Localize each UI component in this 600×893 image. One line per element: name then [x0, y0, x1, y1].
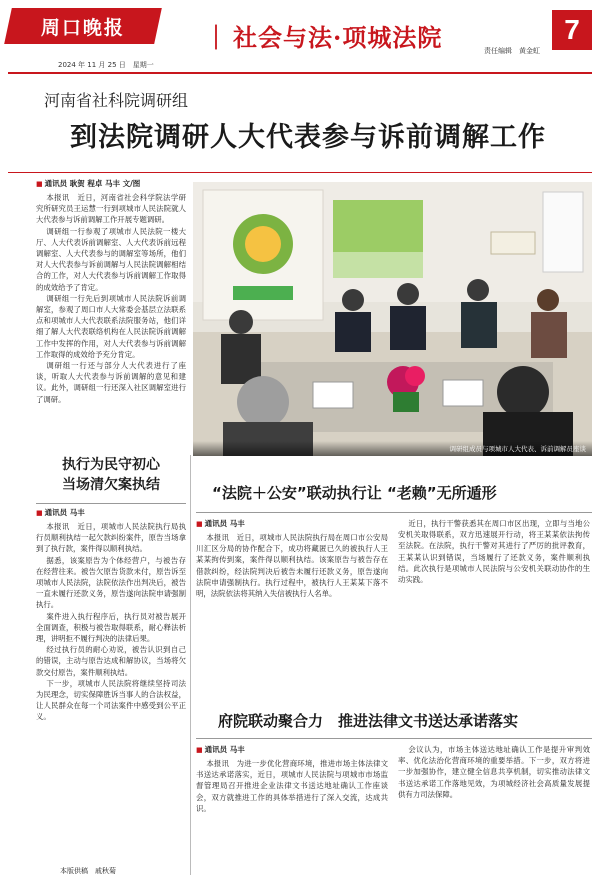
meeting-photo-illustration: [193, 182, 592, 456]
left-paragraph: 下一步，项城市人民法院将继续坚持司法为民理念，切实保障胜诉当事人的合法权益，让人民群众在每一个司法案件中感受到公平正义。: [36, 678, 186, 722]
right-bottom-col1: [196, 744, 388, 876]
right-bottom-rule: [196, 738, 592, 739]
right-top-headline: “法院＋公安”联动执行让 “老赖”无所遁形: [212, 484, 497, 502]
editor-credit: 责任编辑 黄金虹: [484, 47, 540, 55]
masthead: [0, 0, 600, 78]
right-top-col2: [398, 518, 590, 678]
right-bottom-col2: [398, 744, 590, 876]
right-top-paragraph: 近日，执行干警获悉其在周口市区出现，立即与当地公安机关取得联系，双方迅速展开行动，将王某某依法拘传至法院。在法院，执行干警对其进行了严厉的批评教育，王某某认识到错误，当场履行了还款义务，案件顺利执结。此次执行是项城市人民法院与公安机关联动协作的生动实践。: [398, 519, 590, 585]
left-paragraph: 案件进入执行程序后，执行员对被告展开全面调查，积极与被告取得联系，耐心释法析理，讲明拒不履行判决的法律后果。: [36, 611, 186, 644]
right-bottom-headline: 府院联动聚合力 推进法律文书送达承诺落实: [218, 712, 519, 730]
contributor-credit: 本版供稿 戚秋菊: [60, 867, 116, 875]
lead-paragraph: 调研组一行参观了项城市人民法院一楼大厅、人大代表诉前调解室、人大代表诉前远程调解室、人大代表参与的调解室等场所，他们对人大代表参与诉前调解与人民法院调解相结合的工作，对人大代表参与诉前调解工作取得的成效给予了肯定。: [36, 226, 186, 292]
left-article-headline: 执行为民守初心 当场清欠案执结: [62, 457, 160, 493]
issue-date: 2024 年 11 月 25 日 星期一: [58, 61, 154, 69]
right-top-byline: ■ 通讯员 马丰: [196, 518, 388, 529]
lead-paragraph: 调研组一行先后到项城市人民法院诉前调解室，参观了周口市人大常委会基层立法联系点和项城市人大代表联系法院服务站，他们详细了解人大代表联络机构在人民法院诉前调解工作中发挥的作用，对人大代表参与诉前调解工作取得的成效给予充分肯定。: [36, 293, 186, 359]
left-article-rule: [36, 503, 186, 504]
left-paragraph: 据悉，该案原告为个体经营户，与被告存在经营往来。被告欠原告货款未付，原告诉至项城市人民法院，法院依法作出判决后，被告一直未履行还款义务，原告遂向法院申请强制执行。: [36, 555, 186, 610]
newspaper-logo: 周口晚报: [4, 8, 162, 44]
lead-headline: 到法院调研人大代表参与诉前调解工作: [70, 122, 546, 153]
photo-caption: 调研组成员与项城市人大代表、诉前调解员座谈: [193, 441, 592, 456]
right-bottom-paragraph: 会议认为，市场主体送达地址确认工作是提升审判效率、优化法治化营商环境的重要举措。下一步，双方将进一步加强协作，建立健全信息共享机制，切实推动法律文书送达承诺工作落地见效，为项城经济社会高质量发展提供有力司法保障。: [398, 745, 590, 799]
right-top-rule: [196, 512, 592, 513]
headline-rule: [8, 172, 592, 173]
left-byline: ■ 通讯员 马丰: [36, 507, 186, 518]
header-rule: [8, 72, 592, 74]
lead-kicker: 河南省社科院调研组: [44, 91, 189, 110]
column-divider: [190, 455, 191, 875]
left-paragraph: 经过执行员的耐心劝说，被告认识到自己的错误，主动与原告达成和解协议，当场将欠款交付原告，案件顺利执结。: [36, 645, 186, 677]
lead-paragraph: 本报讯 近日，河南省社会科学院法学研究所研究员王运慧一行到项城市人民法院就人大代表参与诉前调解工作开展专题调研。: [36, 193, 186, 225]
left-article-body: [36, 507, 186, 862]
left-paragraph: 本报讯 近日，项城市人民法院执行局执行员顺利执结一起欠款纠纷案件，原告当场拿到了执行款，案件得以顺利执结。: [36, 522, 186, 554]
lead-byline: ■ 通讯员 耿贺 程卓 马丰 文/图: [36, 178, 186, 189]
page-number: 7: [552, 10, 592, 50]
meeting-photo: [193, 182, 592, 456]
section-title: ｜ 社会与法·项城法院: [204, 23, 443, 52]
right-bottom-paragraph: 本报讯 为进一步优化营商环境，推进市场主体法律文书送达承诺落实，近日，项城市人民法院与项城市市场监督管理局召开推进企业法律文书送达地址确认工作座谈会，双方就推进工作的具体举措进行了深入交流，达成共识。: [196, 759, 388, 813]
right-bottom-byline: ■ 通讯员 马丰: [196, 744, 388, 755]
right-top-col1: [196, 518, 388, 678]
right-top-paragraph: 本报讯 近日，项城市人民法院执行局在周口市公安局川汇区分局的协作配合下，成功将藏匿已久的被执行人王某某拘传到案，案件得以顺利执结。该案原告与被告存在借款纠纷，经法院判决后被告未履行还款义务，原告遂向法院申请强制执行。执行过程中，被执行人王某某下落不明，法院依法将其纳入失信被执行人名单。: [196, 533, 388, 599]
lead-article-body: [36, 178, 186, 448]
lead-paragraph: 调研组一行还与部分人大代表进行了座谈，听取人大代表参与诉前调解的意见和建议。此外，调研组一行还深入社区调解室进行了调研。: [36, 361, 186, 404]
